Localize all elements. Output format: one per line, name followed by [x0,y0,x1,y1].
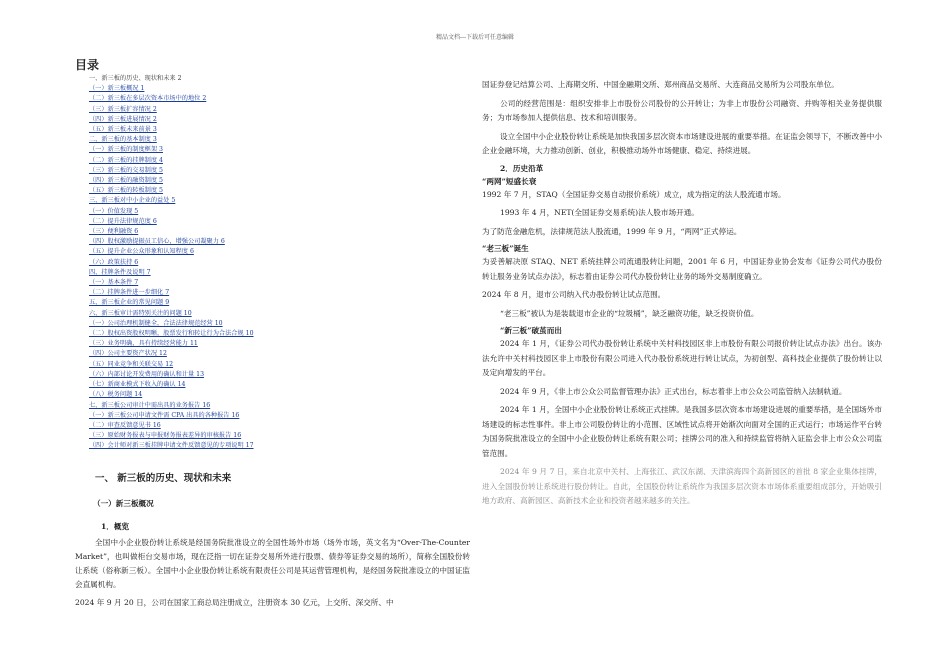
toc-item[interactable]: （一）价值发现 5 [89,207,139,215]
toc-item[interactable]: （六）政策扶持 6 [89,258,139,266]
toc-item[interactable]: （一）新三板的制度框架 3 [89,146,163,154]
section-heading-1: 一、 新三板的历史、现状和未来 [95,472,232,484]
toc-item[interactable]: （四）新三板进展情况 2 [89,115,157,123]
toc-item[interactable]: （四）股权激励提振员工信心，增强公司凝聚力 6 [89,238,225,246]
toc-item[interactable]: （四）公司主要资产状况 12 [89,350,167,358]
paragraph: 公司的经营范围是：组织安排非上市股份公司股份的公开转让；为非上市股份公司融资、并购等相关业务提供服务；为市场参加人提供信息、技术和培训服务。 [482,98,882,122]
table-of-contents [75,74,470,452]
toc-item: 一、新三板的历史、现状和未来 2 [89,75,182,82]
heading-old-board: “老三板”诞生 [482,244,529,253]
toc-item[interactable]: （六）内部讨论开发费用的确认和计量 13 [89,370,205,378]
heading-two-networks: “两网”短盛长衰 [482,176,537,186]
toc-item[interactable]: （二）提升法律规范度 6 [89,217,157,225]
toc-item[interactable]: （三）新三板的交易制度 5 [89,166,163,174]
toc-item[interactable]: 五、新三板企业的常见问题 9 [89,299,170,307]
toc-item[interactable]: 六、新三板审计需特别关注的问题 10 [89,309,192,317]
toc-item[interactable]: 三、新三板对中小企业的益处 5 [89,197,176,205]
paragraph: 2024 年 9 月 7 日，来自北京中关村、上海张江、武汉东湖、天津滨海四个高新园区的首批 8 家企业集体挂牌，进入全国股份转让系统进行股份转让。自此，全国股份转让系统作为我国多层次资本市场体系重要组成部分，开始吸引地方政府、高新园区、高新技术企业和投资者越来越多的关注。 [482,467,882,505]
paragraph: 1992 年 7 月，STAQ（全国证券交易自动报价系统）成立，成为指定的法人股流通市场。 [482,189,786,199]
toc-item[interactable]: （三）新三板扩容情况 2 [89,105,157,113]
section-heading-2: （一）新三板概况 [93,498,154,508]
toc-item[interactable]: （八）税务问题 14 [89,391,143,399]
paragraph: 2024 年 1 月，全国中小企业股份转让系统正式挂牌。是我国多层次资本市场建设进展的重要举措，是全国场外市场建设的标志性事件。非上市公司股份转让的小范围、区域性试点将开始渐次向面对全国的正式运行；市场运作平台转为国务院批准设立的全国中小企业股份转让系统有限公司；挂牌公司的准入和持续监管将纳入证监会非上市公众公司监管范围。 [482,405,882,458]
page-header: 精品文档---下载后可任意编辑 [435,34,515,41]
toc-item[interactable]: （五）同业竞争和关联交易 12 [89,360,174,368]
toc-item[interactable]: 四、挂牌条件及说明 7 [89,268,151,276]
section-heading-3: 1．概览 [101,521,130,531]
toc-item[interactable]: （二）新三板在多层次资本市场中的地位 2 [89,95,207,103]
toc-item[interactable]: （二）新三板的挂牌制度 4 [89,156,163,164]
toc-item[interactable]: （五）提升企业公众形象和认知程度 6 [89,248,194,256]
toc-item[interactable]: （四）新三板的融资制度 5 [89,177,163,185]
heading-new-board: “新三板”破茧而出 [500,326,562,335]
paragraph: 为了防范金融危机，法律规范法人股流通，1999 年 9 月，“两网”正式停运。 [482,226,742,236]
toc-title: 目录 [75,58,100,72]
toc-item[interactable]: （一）新三板公司申请文件需 CPA 出具的各种报告 16 [89,411,240,419]
toc-item[interactable]: （一）新三板概况 1 [89,85,145,93]
paragraph: 1993 年 4 月，NET(全国证券交易系统)法人股市场开通。 [500,208,699,217]
toc-item[interactable]: 七、新三板公司审计中需出具的业务报告 16 [89,401,211,409]
paragraph: 2024 年 1 月，《证券公司代办股份转让系统中关村科技园区非上市股份有限公司报价转让试点办法》出台。该办法允许中关村科技园区非上市股份有限公司进入代办股份系统进行转让试点，为初创型、高科技企业提供了股份转让以及定向增发的平台。 [482,339,882,377]
toc-item[interactable]: （五）新三板的转板制度 5 [89,187,163,195]
paragraph: 国证券登记结算公司、上海期交所、中国金融期交所、郑州商品交易所、大连商品交易所为公司股东单位。 [482,80,839,89]
toc-item[interactable]: 二、新三板的基本制度 3 [89,136,157,144]
toc-item[interactable]: （四）会计师对新三板挂牌申请文件反馈意见的专项说明 17 [89,442,254,450]
paragraph: 设立全国中小企业股份转让系统是加快我国多层次资本市场建设进展的重要举措。在证监会领导下，不断改善中小企业金融环境，大力推动创新、创业，积极推动场外市场健康、稳定、持续进展。 [482,131,882,155]
paragraph: “老三板”被认为是装载退市企业的“垃圾桶”，缺乏融资功能，缺乏投资价值。 [500,308,759,318]
toc-item[interactable]: （一）公司治理机制健全，合法法律规范经营 10 [89,319,223,327]
left-column [75,58,470,610]
paragraph: 2024 年 8 月，退市公司纳入代办股份转让试点范围。 [482,290,666,299]
toc-item[interactable]: （一）基本条件 7 [89,279,139,287]
toc-item[interactable]: （二）股权出资股权明晰，股票发行和转让行为合法合规 10 [89,330,254,338]
toc-item[interactable]: （三）业务明确，具有持续经营能力 11 [89,340,198,348]
paragraph: 全国中小企业股份转让系统是经国务院批准设立的全国性场外市场（场外市场，英文名为“Over-The-Counter Market”，也叫做柜台交易市场，现在泛指一切在证券交易所外进行股票、债券等证券交易的场所），简称全国股份转让系统（俗称新三板）。全国中小企业股份转让系统有限责任公司是其运营管理机构，是经国务院批准设立的中国证监会直属机构。 [75,537,470,589]
paragraph: 为妥善解决原 STAQ、NET 系统挂牌公司流通股转让问题，2001 年 6 月，中国证券业协会发布《证券公司代办股份转让服务业务试点办法》，标志着由证券公司代办股份转让业务的场外交易制度确立。 [482,257,882,281]
toc-item[interactable]: （二）审查反馈意见书 16 [89,421,161,429]
paragraph: 2024 年 9 月，《非上市公众公司监督管理办法》正式出台，标志着非上市公众公司监管纳入法制轨道。 [500,386,847,396]
paragraph: 2024 年 9 月 20 日，公司在国家工商总局注册成立，注册资本 30 亿元，上交所、深交所、中 [75,597,394,607]
toc-item[interactable]: （七）新商业模式下收入的确认 14 [89,381,186,389]
toc-item[interactable]: （二）挂牌条件进一步细化 7 [89,289,170,297]
toc-item[interactable]: （三）便利融资 6 [89,228,139,236]
toc-item[interactable]: （三）原始财务报表与申报财务报表差异的审核报告 16 [89,432,242,440]
heading-history: 2．历史沿革 [500,163,544,173]
toc-item[interactable]: （五）新三板未来前景 3 [89,126,157,134]
right-column [482,78,882,513]
